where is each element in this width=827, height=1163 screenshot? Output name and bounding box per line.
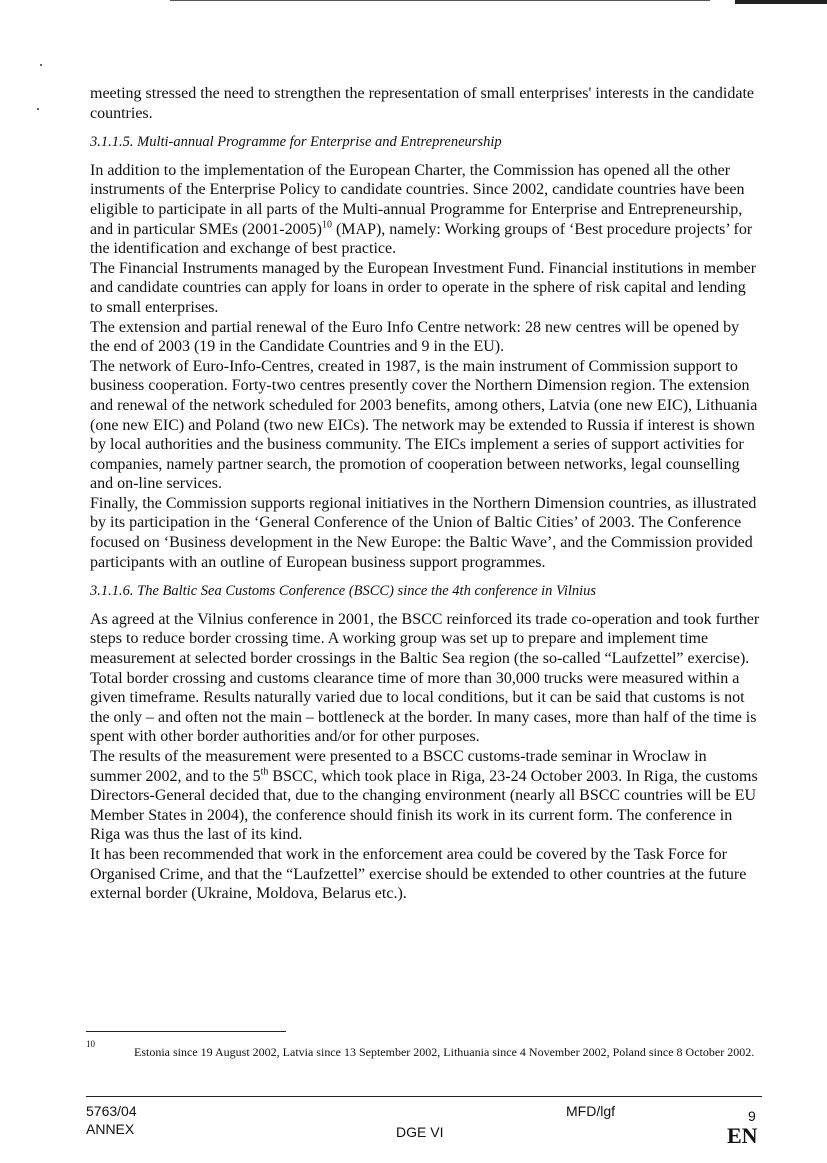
footnote-text: Estonia since 19 August 2002, Latvia since 13 September 2002, Lithuania since 4 November 2002, Poland since 8 October 2002. bbox=[134, 1045, 755, 1059]
scan-speck bbox=[37, 108, 39, 110]
dge-label: DGE VI bbox=[396, 1124, 444, 1140]
section-heading-3-1-1-6: 3.1.1.6. The Baltic Sea Customs Conference (BSCC) since the 4th conference in Vilnius bbox=[90, 583, 597, 600]
language-code: EN bbox=[727, 1123, 758, 1148]
scan-speck bbox=[40, 64, 42, 66]
paragraph: As agreed at the Vilnius conference in 2001, the BSCC reinforced its trade co-operation and took further steps to reduce border crossing time. A working group was set up to prepare and implement time measurement at selected border crossings in the Baltic Sea region (the so-called “Laufzettel” exercise). Total border crossing and customs clearance time of more than 30,000 trucks were measured within a given timeframe. Results naturally varied due to local conditions, but it can be said that customs is not the only – and often not the main – bottleneck at the border. In many cases, more than half of the time is spent with other border authorities and/or for other purposes. bbox=[90, 610, 760, 746]
footnote-rule bbox=[86, 1031, 286, 1032]
footer-rule bbox=[86, 1096, 762, 1097]
paragraph: The extension and partial renewal of the Euro Info Centre network: 28 new centres will be opened by the end of 2003 (19 in the Candidate Countries and 9 in the EU). bbox=[90, 318, 740, 356]
document-body bbox=[90, 84, 762, 904]
header-bar bbox=[735, 0, 827, 4]
paragraph: In addition to the implementation of the European Charter, the Commission has opened all the other instruments of the Enterprise Policy to candidate countries. Since 2002, candidate countries have been eligible to participate in all parts of the Multi-annual Programme for Enterprise and Entrepreneurship, and in particular SMEs (2001-2005)$^{10}$ (MAP), namely: Working groups of ‘Best procedure projects’ for the identification and exchange of best practice. bbox=[90, 161, 753, 258]
section-heading-3-1-1-5: 3.1.1.5. Multi-annual Programme for Enterprise and Entrepreneurship bbox=[90, 134, 502, 151]
author-initials: MFD/lgf bbox=[566, 1103, 615, 1119]
paragraph: Finally, the Commission supports regional initiatives in the Northern Dimension countries, as illustrated by its participation in the ‘General Conference of the Union of Baltic Cities’ of 2003. The Conference focused on ‘Business development in the New Europe: the Baltic Wave’, and the Commission provided participants with an outline of European business support programmes. bbox=[90, 494, 757, 571]
document-code: 5763/04 bbox=[86, 1103, 137, 1119]
footnote-reference[interactable]: 10 bbox=[321, 219, 332, 231]
page-number: 9 bbox=[748, 1108, 756, 1124]
paragraph: The network of Euro-Info-Centres, created in 1987, is the main instrument of Commission support to business cooperation. Forty-two centres presently cover the Northern Dimension region. The extension and renewal of the network scheduled for 2003 benefits, among others, Latvia (one new EIC), Lithuania (one new EIC) and Poland (two new EICs). The network may be extended to Russia if interest is shown by local authorities and the business community. The EICs implement a series of support activities for companies, namely partner search, the promotion of cooperation between networks, legal counselling and on-line services. bbox=[90, 357, 758, 493]
annex-label: ANNEX bbox=[86, 1121, 135, 1137]
footnote-number: 10 bbox=[86, 1039, 95, 1049]
paragraph: meeting stressed the need to strengthen the representation of small enterprises' interests in the candidate countries. bbox=[90, 85, 754, 122]
paragraph: The Financial Instruments managed by the European Investment Fund. Financial institutions in member and candidate countries can apply for loans in order to operate in the sphere of risk capital and lending to small enterprises. bbox=[90, 259, 757, 316]
paragraph: It has been recommended that work in the enforcement area could be covered by the Task Force for Organised Crime, and that the “Laufzettel” exercise should be extended to other countries at the future external border (Ukraine, Moldova, Belarus etc.). bbox=[90, 845, 747, 903]
header-rule bbox=[170, 0, 710, 1]
paragraph: The results of the measurement were presented to a BSCC customs-trade seminar in Wroclaw in summer 2002, and to the 5th BSCC, which took place in Riga, 23-24 October 2003. In Riga, the customs Directors-General decided that, due to the changing environment (nearly all BSCC countries will be EU Member States in 2004), the conference should finish its work in its current form. The conference in Riga was thus the last of its kind. bbox=[90, 748, 758, 844]
